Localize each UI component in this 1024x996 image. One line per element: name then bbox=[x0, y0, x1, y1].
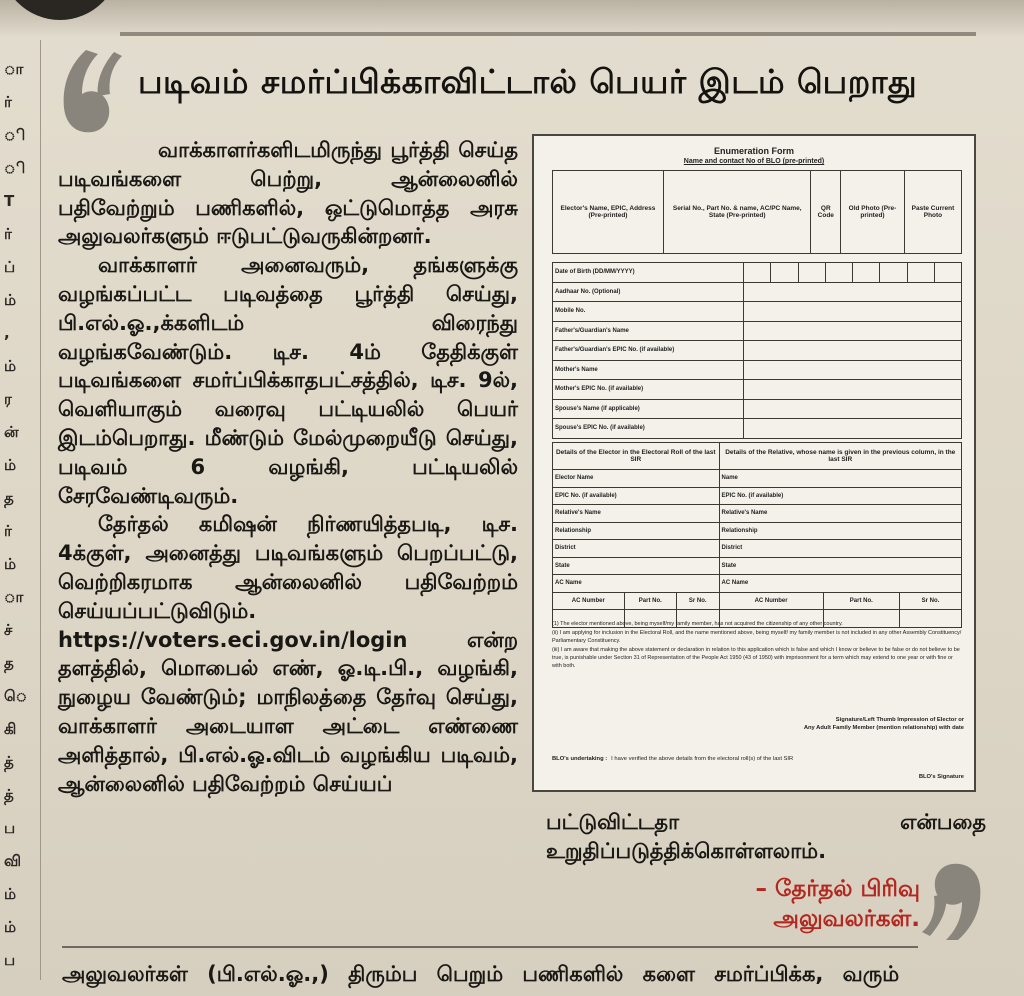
column-fragment-glyph: ம் bbox=[4, 357, 17, 375]
declaration: (1) The elector mentioned above, being myself/my family member, has not acquired the citizenship of any other country. bbox=[552, 621, 843, 627]
declaration: (iii) I am aware that making the above statement or declaration in relation to this application which is false and which I know or believe to be false or do not believe to be true, is punishable under Section 31 of Representation of the People Act 1950 (43 of 1950) with imprisonment for a term which may extend to one year or with fine or with both. bbox=[552, 647, 960, 669]
blo-undertaking bbox=[552, 756, 962, 762]
elector-header: Details of the Elector in the Electoral Roll of the last SIR bbox=[553, 443, 720, 470]
column-fragment-glyph: ம் bbox=[4, 918, 17, 936]
relative-row-label: Name bbox=[719, 470, 961, 488]
form-field-value bbox=[744, 419, 962, 439]
column-fragment-glyph: ர் bbox=[4, 225, 12, 243]
elector-row-label: AC Name bbox=[553, 575, 720, 593]
signature-line: Signature/Left Thumb Impression of Elector or bbox=[835, 717, 964, 723]
column-fragment-glyph: ா bbox=[4, 588, 24, 606]
date-box bbox=[853, 263, 880, 283]
enumeration-form-image bbox=[532, 134, 976, 792]
bottom-rule bbox=[62, 946, 918, 948]
form-title: Enumeration Form bbox=[713, 146, 794, 156]
article-paragraph: வாக்காளர் அனைவரும், தங்களுக்கு வழங்கப்பட்ட படிவத்தை பூர்த்தி செய்து, பி.எல்.ஓ.,க்களிடம் விரைந்து வழங்கவேண்டும். டிச. 4ம் தேதிக்குள் படிவங்களை சமர்ப்பிக்காதபட்சத்தில், டிச. 9ல், வெளியாகும் வரைவு பட்டியலில் பெயர் இடம்பெறாது. மீண்டும் மேல்முறையீடு செய்து, படிவம் 6 வழங்கி, பட்டியலில் சேரவேண்டிவரும். bbox=[58, 253, 518, 508]
form-cell: Paste Current Photo bbox=[904, 171, 961, 254]
article-continuation: பட்டுவிட்டதா என்பதை உறுதிப்படுத்திக்கொள்ளலாம். bbox=[546, 810, 986, 863]
byline bbox=[700, 874, 920, 934]
column-fragment-glyph: ி bbox=[4, 126, 26, 144]
relative-row-label: Relationship bbox=[719, 522, 961, 540]
column-fragment-glyph: கி bbox=[4, 720, 17, 738]
date-box bbox=[907, 263, 934, 283]
form-cell: Serial No., Part No. & name, AC/PC Name, State (Pre-printed) bbox=[663, 171, 811, 254]
form-declarations bbox=[552, 620, 964, 671]
column-fragment-glyph: ி bbox=[4, 159, 26, 177]
article-body bbox=[58, 136, 518, 798]
column-fragment-glyph: ம் bbox=[4, 291, 17, 309]
date-box bbox=[880, 263, 907, 283]
declaration: (ii) I am applying for inclusion in the Electoral Roll, and the name mentioned above, being myself/ my family member is not included in any other Assembly Constituency/ Parliamentary Constituency. bbox=[552, 630, 962, 644]
part-col: AC Number bbox=[553, 592, 625, 610]
headline: படிவம் சமர்ப்பிக்காவிட்டால் பெயர் இடம் பெறாது bbox=[138, 62, 918, 101]
column-fragment-glyph: ர bbox=[4, 390, 12, 408]
open-quote-icon bbox=[56, 42, 126, 138]
elector-row-label: Relationship bbox=[553, 522, 720, 540]
form-cell: QR Code bbox=[811, 171, 841, 254]
form-field-value bbox=[744, 380, 962, 400]
part-col: Part No. bbox=[624, 592, 676, 610]
form-cell: Old Photo (Pre-printed) bbox=[841, 171, 905, 254]
form-cell: Elector's Name, EPIC, Address (Pre-printed) bbox=[553, 171, 664, 254]
column-fragment-glyph: ச் bbox=[4, 621, 13, 639]
adjacent-column-fragment bbox=[0, 60, 28, 990]
column-fragment-glyph: ன் bbox=[4, 423, 19, 441]
form-field-label: Mother's EPIC No. (if available) bbox=[553, 380, 744, 400]
column-fragment-glyph: த bbox=[4, 489, 14, 507]
relative-row-label: State bbox=[719, 557, 961, 575]
form-field-label: Mobile No. bbox=[553, 302, 744, 322]
byline-line: – தேர்தல் பிரிவு bbox=[755, 876, 920, 902]
part-col: AC Number bbox=[719, 592, 823, 610]
elector-row-label: EPIC No. (if available) bbox=[553, 487, 720, 505]
elector-row-label: Relative's Name bbox=[553, 505, 720, 523]
part-col: Sr No. bbox=[677, 592, 720, 610]
signature-line: Any Adult Family Member (mention relationship) with date bbox=[803, 725, 964, 731]
column-fragment-glyph: ம் bbox=[4, 555, 17, 573]
blo-text: I have verified the above details from the electoral roll(s) of the last SIR bbox=[611, 756, 794, 762]
form-header-table bbox=[552, 170, 962, 254]
date-box bbox=[934, 263, 961, 283]
column-fragment-glyph: ம் bbox=[4, 456, 17, 474]
column-fragment-glyph: T bbox=[4, 192, 15, 210]
elector-row-label: State bbox=[553, 557, 720, 575]
form-field-label: Spouse's EPIC No. (if available) bbox=[553, 419, 744, 439]
form-field-value bbox=[744, 399, 962, 419]
relative-row-label: AC Name bbox=[719, 575, 961, 593]
relative-row-label: EPIC No. (if available) bbox=[719, 487, 961, 505]
form-fields-table bbox=[552, 262, 962, 439]
column-fragment-glyph: ர் bbox=[4, 522, 12, 540]
relative-row-label: Relative's Name bbox=[719, 505, 961, 523]
part-col: Sr No. bbox=[900, 592, 962, 610]
elector-row-label: Elector Name bbox=[553, 470, 720, 488]
column-fragment-glyph: ெ bbox=[4, 687, 28, 705]
form-field-value bbox=[744, 360, 962, 380]
next-article-text: அலுவலர்கள் (பி.எல்.ஓ.,) திரும்ப பெறும் பணிகளில் களை சமர்ப்பிக்க, வரும் bbox=[62, 962, 900, 986]
form-field-value bbox=[744, 282, 962, 302]
column-fragment-glyph: வி bbox=[4, 852, 22, 870]
relative-header: Details of the Relative, whose name is given in the previous column, in the last SIR bbox=[719, 443, 961, 470]
form-roll-table bbox=[552, 442, 962, 628]
top-rule bbox=[120, 32, 976, 36]
close-quote-icon bbox=[918, 860, 990, 950]
date-box bbox=[798, 263, 825, 283]
column-fragment-glyph: ப் bbox=[4, 258, 16, 276]
date-box bbox=[744, 263, 771, 283]
column-fragment-glyph: ா bbox=[4, 60, 24, 78]
form-field-label: Mother's Name bbox=[553, 360, 744, 380]
column-fragment-glyph: ப bbox=[4, 951, 16, 969]
form-field-value bbox=[744, 321, 962, 341]
column-fragment-glyph: ப bbox=[4, 819, 16, 837]
blo-signature-label: BLO's Signature bbox=[918, 774, 964, 780]
article-paragraph: வாக்காளர்களிடமிருந்து பூர்த்தி செய்த படிவங்களை பெற்று, ஆன்லைனில் பதிவேற்றும் பணிகளில், ஒட்டுமொத்த அரசு அலுவலர்களும் ஈடுபட்டுவருகின்றனர். bbox=[58, 138, 518, 249]
relative-row-label: District bbox=[719, 540, 961, 558]
form-field-value bbox=[744, 341, 962, 361]
elector-row-label: District bbox=[553, 540, 720, 558]
column-fragment-glyph: , bbox=[4, 324, 10, 342]
column-fragment-glyph: ர் bbox=[4, 93, 12, 111]
form-field-label: Spouse's Name (if applicable) bbox=[553, 399, 744, 419]
column-fragment-glyph: ம் bbox=[4, 885, 17, 903]
form-field-label: Father's/Guardian's Name bbox=[553, 321, 744, 341]
column-fragment-glyph: த் bbox=[4, 753, 14, 771]
form-field-label: Father's/Guardian's EPIC No. (if available) bbox=[553, 341, 744, 361]
form-field-label: Aadhaar No. (Optional) bbox=[553, 282, 744, 302]
column-fragment-glyph: த் bbox=[4, 786, 14, 804]
date-box bbox=[771, 263, 798, 283]
date-box bbox=[825, 263, 852, 283]
form-subtitle: Name and contact No of BLO (pre-printed) bbox=[683, 158, 825, 165]
byline-line: அலுவலர்கள். bbox=[773, 906, 920, 932]
form-field-label: Date of Birth (DD/MM/YYYY) bbox=[553, 263, 744, 283]
column-fragment-glyph: த bbox=[4, 654, 14, 672]
elector-signature-label bbox=[684, 716, 964, 732]
form-field-value bbox=[744, 302, 962, 322]
article-paragraph: தேர்தல் கமிஷன் நிர்ணயித்தபடி, டிச. 4க்குள், அனைத்து படிவங்களும் பெறப்பட்டு, வெற்றிகரமாக ஆன்லைனில் பதிவேற்றம் செய்யப்பட்டுவிடும். https://voters.eci.gov.in/login என்ற தளத்தில், மொபைல் எண், ஓ.டி.பி., வழங்கி, நுழைய வேண்டும்; மாநிலத்தை தேர்வு செய்து, வாக்காளர் அடையாள அட்டை எண்ணை அளித்தால், பி.எல்.ஓ.விடம் வழங்கிய படிவம், ஆன்லைனில் பதிவேற்றம் செய்யப் bbox=[58, 512, 518, 796]
blo-label: BLO's undertaking : bbox=[552, 756, 608, 762]
column-rule bbox=[40, 40, 41, 980]
part-col: Part No. bbox=[823, 592, 899, 610]
